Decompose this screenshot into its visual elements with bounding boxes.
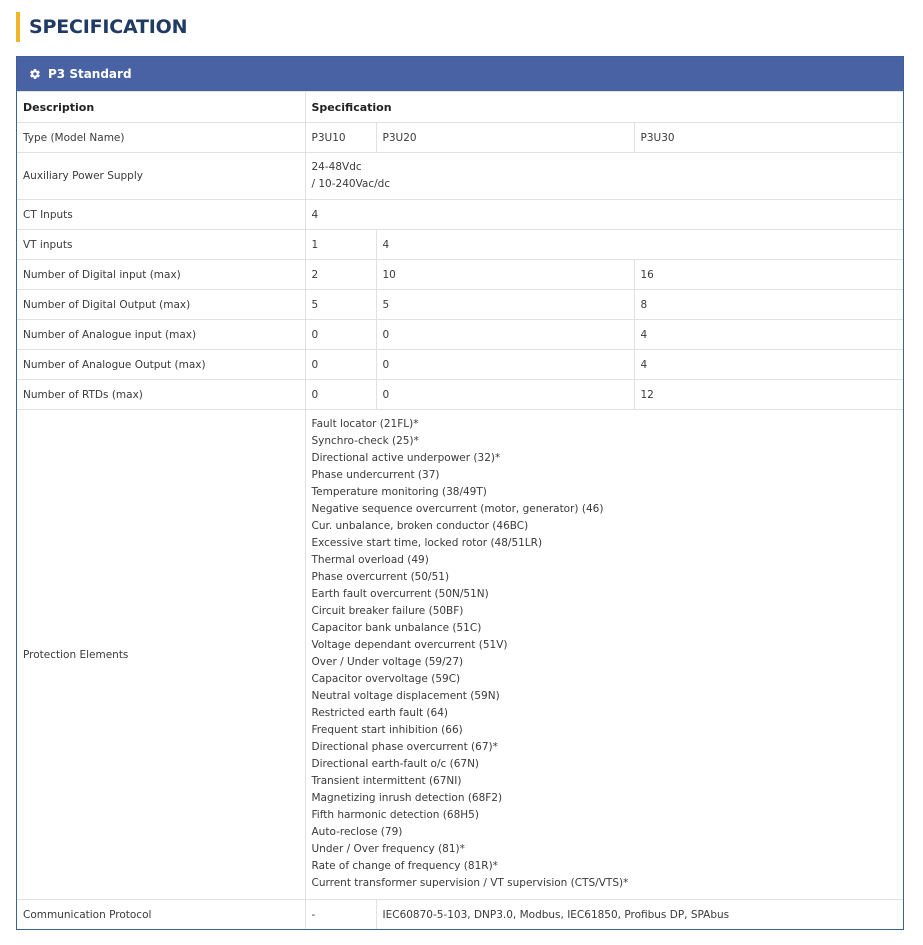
page-title: SPECIFICATION: [16, 12, 187, 42]
protection-item: Over / Under voltage (59/27): [311, 656, 464, 668]
row-label: Number of Analogue input (max): [17, 320, 305, 350]
protection-item: Fault locator (21FL)*: [311, 418, 419, 430]
protection-item: Fifth harmonic detection (68H5): [311, 809, 479, 821]
protection-item: Excessive start time, locked rotor (48/51LR): [311, 537, 543, 549]
cell-value: P3U20: [376, 123, 634, 153]
cell-value: 4: [634, 320, 903, 350]
table-row: [17, 900, 903, 930]
table-row: [17, 290, 903, 320]
row-label: Number of RTDs (max): [17, 380, 305, 410]
aux-line: / 10-240Vac/dc: [311, 178, 391, 190]
cell-value: 5: [305, 290, 376, 320]
cell-value: 0: [305, 320, 376, 350]
gear-icon: [29, 68, 41, 80]
protection-list: [305, 410, 903, 900]
protection-item: Auto-reclose (79): [311, 826, 403, 838]
row-label: VT inputs: [17, 230, 305, 260]
protection-item: Voltage dependant overcurrent (51V): [311, 639, 508, 651]
protection-item: Capacitor bank unbalance (51C): [311, 622, 482, 634]
cell-value: 0: [376, 320, 634, 350]
table-row: [17, 350, 903, 380]
row-label: Number of Digital Output (max): [17, 290, 305, 320]
protection-item: Temperature monitoring (38/49T): [311, 486, 487, 498]
protection-item: Earth fault overcurrent (50N/51N): [311, 588, 489, 600]
protection-item: Thermal overload (49): [311, 554, 429, 566]
protection-item: Synchro-check (25)*: [311, 435, 419, 447]
table-row: [17, 260, 903, 290]
row-label: Number of Digital input (max): [17, 260, 305, 290]
protection-item: Negative sequence overcurrent (motor, generator) (46): [311, 503, 604, 515]
cell-value: 12: [634, 380, 903, 410]
cell-value: 10: [376, 260, 634, 290]
cell-value: 4: [376, 230, 903, 260]
panel-title: P3 Standard: [48, 67, 132, 81]
cell-value: IEC60870-5-103, DNP3.0, Modbus, IEC61850, Profibus DP, SPAbus: [376, 900, 903, 930]
cell-value: 0: [305, 350, 376, 380]
cell-value: P3U10: [305, 123, 376, 153]
cell-value: 0: [376, 350, 634, 380]
row-label: Number of Analogue Output (max): [17, 350, 305, 380]
spec-table: [17, 91, 903, 929]
protection-item: Current transformer supervision / VT supervision (CTS/VTS)*: [311, 877, 629, 889]
table-row: [17, 200, 903, 230]
cell-value: -: [305, 900, 376, 930]
row-label: Type (Model Name): [17, 123, 305, 153]
spec-panel: [16, 56, 904, 930]
protection-item: Transient intermittent (67NI): [311, 775, 462, 787]
protection-item: Rate of change of frequency (81R)*: [311, 860, 498, 872]
protection-item: Cur. unbalance, broken conductor (46BC): [311, 520, 529, 532]
protection-item: Phase overcurrent (50/51): [311, 571, 450, 583]
protection-item: Directional phase overcurrent (67)*: [311, 741, 498, 753]
cell-value: 4: [305, 200, 903, 230]
header-specification: Specification: [305, 92, 903, 123]
cell-value: 4: [634, 350, 903, 380]
cell-value: [305, 153, 903, 200]
row-label: Communication Protocol: [17, 900, 305, 930]
header-description: Description: [17, 92, 305, 123]
protection-item: Circuit breaker failure (50BF): [311, 605, 464, 617]
protection-item: Directional active underpower (32)*: [311, 452, 501, 464]
table-row: [17, 230, 903, 260]
table-row: [17, 153, 903, 200]
cell-value: 0: [376, 380, 634, 410]
cell-value: 16: [634, 260, 903, 290]
protection-item: Capacitor overvoltage (59C): [311, 673, 461, 685]
cell-value: 0: [305, 380, 376, 410]
cell-value: 5: [376, 290, 634, 320]
protection-item: Neutral voltage displacement (59N): [311, 690, 500, 702]
table-row: [17, 123, 903, 153]
protection-item: Under / Over frequency (81)*: [311, 843, 465, 855]
cell-value: P3U30: [634, 123, 903, 153]
cell-value: 8: [634, 290, 903, 320]
aux-line: 24-48Vdc: [311, 161, 362, 173]
protection-item: Phase undercurrent (37): [311, 469, 440, 481]
cell-value: 2: [305, 260, 376, 290]
table-row: [17, 380, 903, 410]
protection-item: Frequent start inhibition (66): [311, 724, 463, 736]
protection-item: Directional earth-fault o/c (67N): [311, 758, 480, 770]
table-row: [17, 410, 903, 900]
row-label: CT Inputs: [17, 200, 305, 230]
row-label: Auxiliary Power Supply: [17, 153, 305, 200]
panel-header: [17, 57, 903, 91]
cell-value: 1: [305, 230, 376, 260]
protection-item: Magnetizing inrush detection (68F2): [311, 792, 503, 804]
table-row: [17, 320, 903, 350]
table-header-row: [17, 92, 903, 123]
protection-item: Restricted earth fault (64): [311, 707, 448, 719]
row-label: Protection Elements: [17, 410, 305, 900]
